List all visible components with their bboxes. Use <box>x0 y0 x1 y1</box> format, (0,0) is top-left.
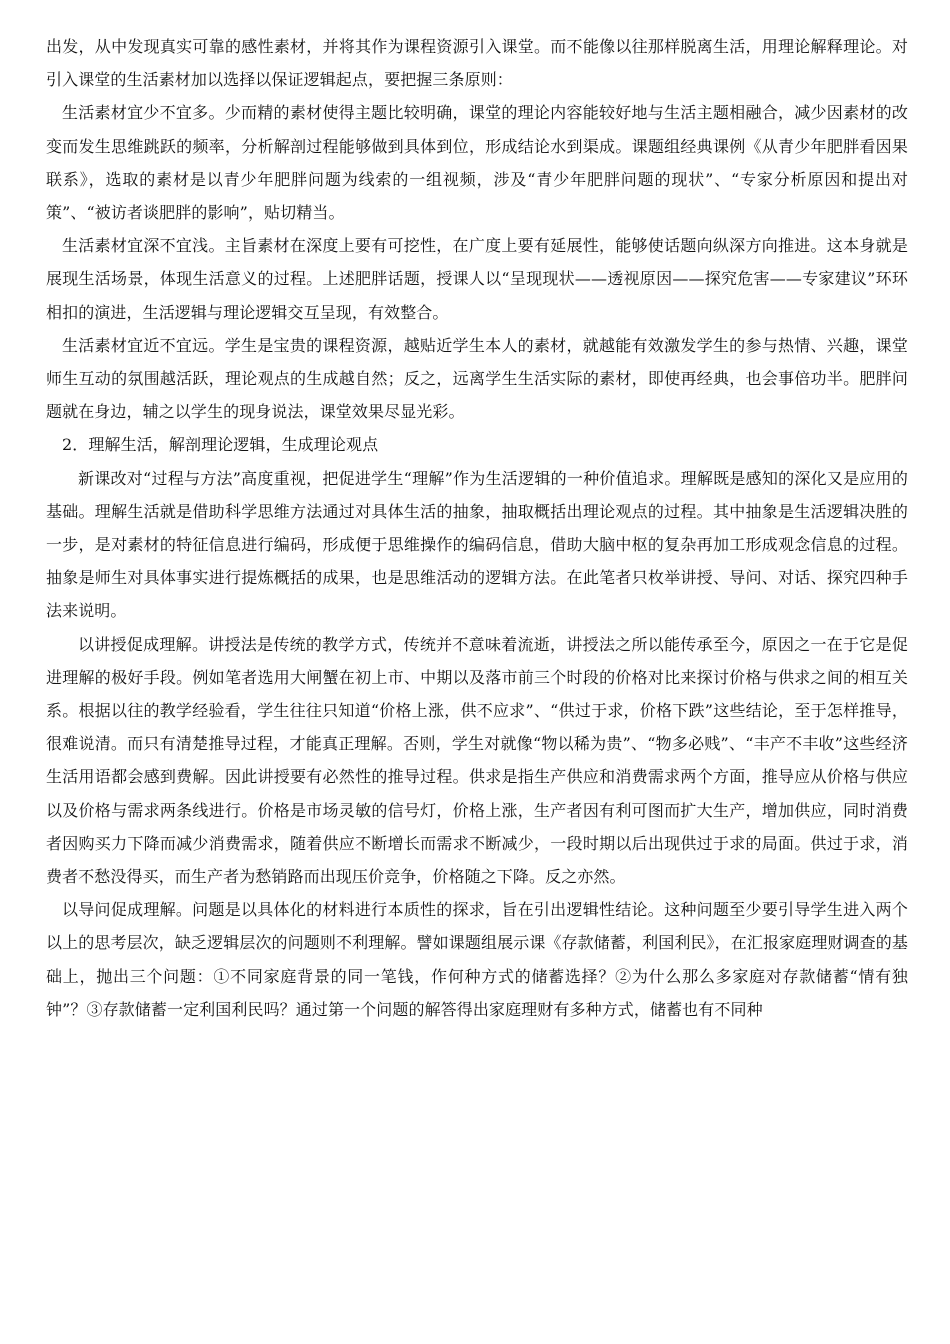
paragraph-fewer-materials: 生活素材宜少不宜多。少而精的素材使得主题比较明确，课堂的理论内容能较好地与生活主题相融合，减少因素材的改变而发生思维跳跃的频率，分析解剖过程能够做到具体到位，形成结论水到渠成。课题组经典课例《从青少年肥胖看因果联系》，选取的素材是以青少年肥胖问题为线索的一组视频，涉及“青少年肥胖问题的现状”、“专家分析原因和提出对策”、“被访者谈肥胖的影响”，贴切精当。 <box>46 103 908 223</box>
paragraph-lecture-method: 以讲授促成理解。讲授法是传统的教学方式，传统并不意味着流逝，讲授法之所以能传承至今，原因之一在于它是促进理解的极好手段。例如笔者选用大闸蟹在初上市、中期以及落市前三个时段的价格对比来探讨价格与供求之间的相互关系。根据以往的教学经验看，学生往往只知道“价格上涨，供不应求”、“供过于求，价格下跌”这些结论，至于怎样推导，很难说清。而只有清楚推导过程，才能真正理解。否则，学生对就像“物以稀为贵”、“物多必贱”、“丰产不丰收”这些经济生活用语都会感到费解。因此讲授要有必然性的推导过程。供求是指生产供应和消费需求两个方面，推导应从价格与供应以及价格与需求两条线进行。价格是市场灵敏的信号灯，价格上涨，生产者因有利可图而扩大生产，增加供应，同时消费者因购买力下降而减少消费需求，随着供应不断增长而需求不断减少，一段时期以后出现供过于求的局面。供过于求，消费者不愁没得买，而生产者为愁销路而出现压价竞争，价格随之下降。反之亦然。 <box>46 634 908 887</box>
section-heading-understand-life: 2．理解生活，解剖理论逻辑，生成理论观点 <box>62 435 379 455</box>
paragraph-guided-questions: 以导问促成理解。问题是以具体化的材料进行本质性的探求，旨在引出逻辑性结论。这种问题至少要引导学生进入两个以上的思考层次，缺乏逻辑层次的问题则不利理解。譬如课题组展示课《存款储蓄，利国利民》，在汇报家庭理财调查的基础上，抛出三个问题：①不同家庭背景的同一笔钱，作何种方式的储蓄选择？②为什么那么多家庭对存款储蓄“情有独钟”？③存款储蓄一定利国利民吗？通过第一个问题的解答得出家庭理财有多种方式，储蓄也有不同种 <box>46 900 908 1019</box>
paragraph-closer-materials: 生活素材宜近不宜远。学生是宝贵的课程资源，越贴近学生本人的素材，就越能有效激发学生的参与热情、兴趣，课堂师生互动的氛围越活跃，理论观点的生成越自然；反之，远离学生生活实际的素材，即使再经典，也会事倍功半。肥胖问题就在身边，辅之以学生的现身说法，课堂效果尽显光彩。 <box>46 335 908 422</box>
document-page <box>46 30 908 1026</box>
paragraph-deeper-materials: 生活素材宜深不宜浅。主旨素材在深度上要有可挖性，在广度上要有延展性，能够使话题向纵深方向推进。这本身就是展现生活场景，体现生活意义的过程。上述肥胖话题，授课人以“呈现现状——透视原因——探究危害——专家建议”环环相扣的演进，生活逻辑与理论逻辑交互呈现，有效整合。 <box>46 236 908 322</box>
paragraph-selection-principles: 出发，从中发现真实可靠的感性素材，并将其作为课程资源引入课堂。而不能像以往那样脱离生活，用理论解释理论。对引入课堂的生活素材加以选择以保证逻辑起点，要把握三条原则： <box>46 37 908 90</box>
paragraph-new-curriculum: 新课改对“过程与方法”高度重视，把促进学生“理解”作为生活逻辑的一种价值追求。理解既是感知的深化又是应用的基础。理解生活就是借助科学思维方法通过对具体生活的抽象，抽取概括出理论观点的过程。其中抽象是生活逻辑决胜的一步，是对素材的特征信息进行编码，形成便于思维操作的编码信息，借助大脑中枢的复杂再加工形成观念信息的过程。抽象是师生对具体事实进行提炼概括的成果，也是思维活动的逻辑方法。在此笔者只枚举讲授、导问、对话、探究四种手法来说明。 <box>46 468 908 621</box>
